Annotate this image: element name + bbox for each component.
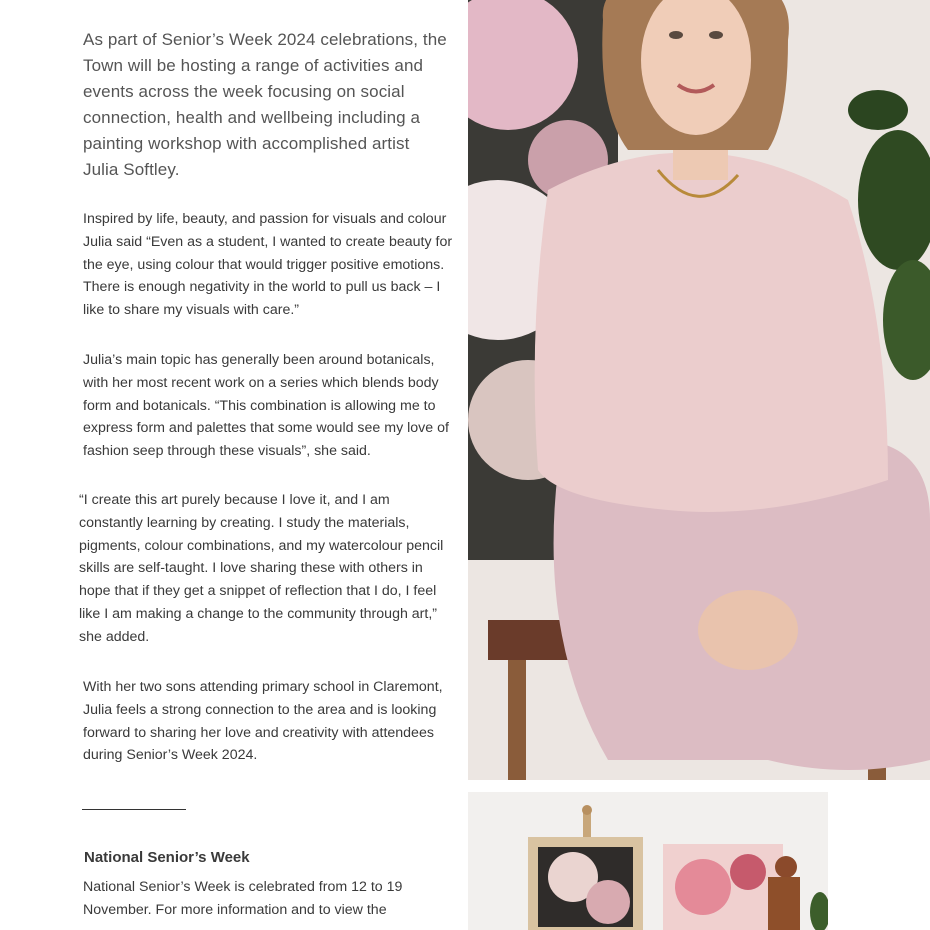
body-paragraph-1: Inspired by life, beauty, and passion for visuals and colour Julia said “Even as a student, I wanted to create beauty for the eye, using colour that would trigger positive emotions. There is enough negativity in the world to pull us back – I like to share my visuals with care.” (83, 211, 453, 319)
section-heading: National Senior’s Week (84, 849, 250, 866)
section-divider (82, 809, 186, 810)
body-paragraph-2: Julia’s main topic has generally been around botanicals, with her most recent work on a series which blends body form and botanicals. “This combination is allowing me to express form and palettes that some would see my love of fashion seep through these visuals”, she said. (83, 352, 449, 460)
intro-paragraph: As part of Senior’s Week 2024 celebrations, the Town will be hosting a range of activities and events across the week focusing on social connection, health and wellbeing including a painting workshop with accomplished artist Julia Softley. (83, 30, 447, 179)
artist-portrait-illustration (468, 0, 930, 780)
body-paragraph-3: “I create this art purely because I love it, and I am constantly learning by creating. I study the materials, pigments, colour combinations, and my watercolour pencil skills are self-taught. I love sharing these with others in hope that if they get a snippet of reflection that I do, I feel like I am making a change to the community through art,” she added. (79, 492, 444, 645)
artist-portrait-photo (468, 0, 930, 780)
studio-illustration (468, 792, 828, 930)
body-paragraph-4: With her two sons attending primary school in Claremont, Julia feels a strong connection to the area and is looking forward to sharing her love and creativity with attendees during Senior’s Week 2024. (83, 679, 443, 764)
section-paragraph: National Senior’s Week is celebrated from 12 to 19 November. For more information and to view the (83, 879, 403, 918)
studio-photo (468, 792, 828, 930)
